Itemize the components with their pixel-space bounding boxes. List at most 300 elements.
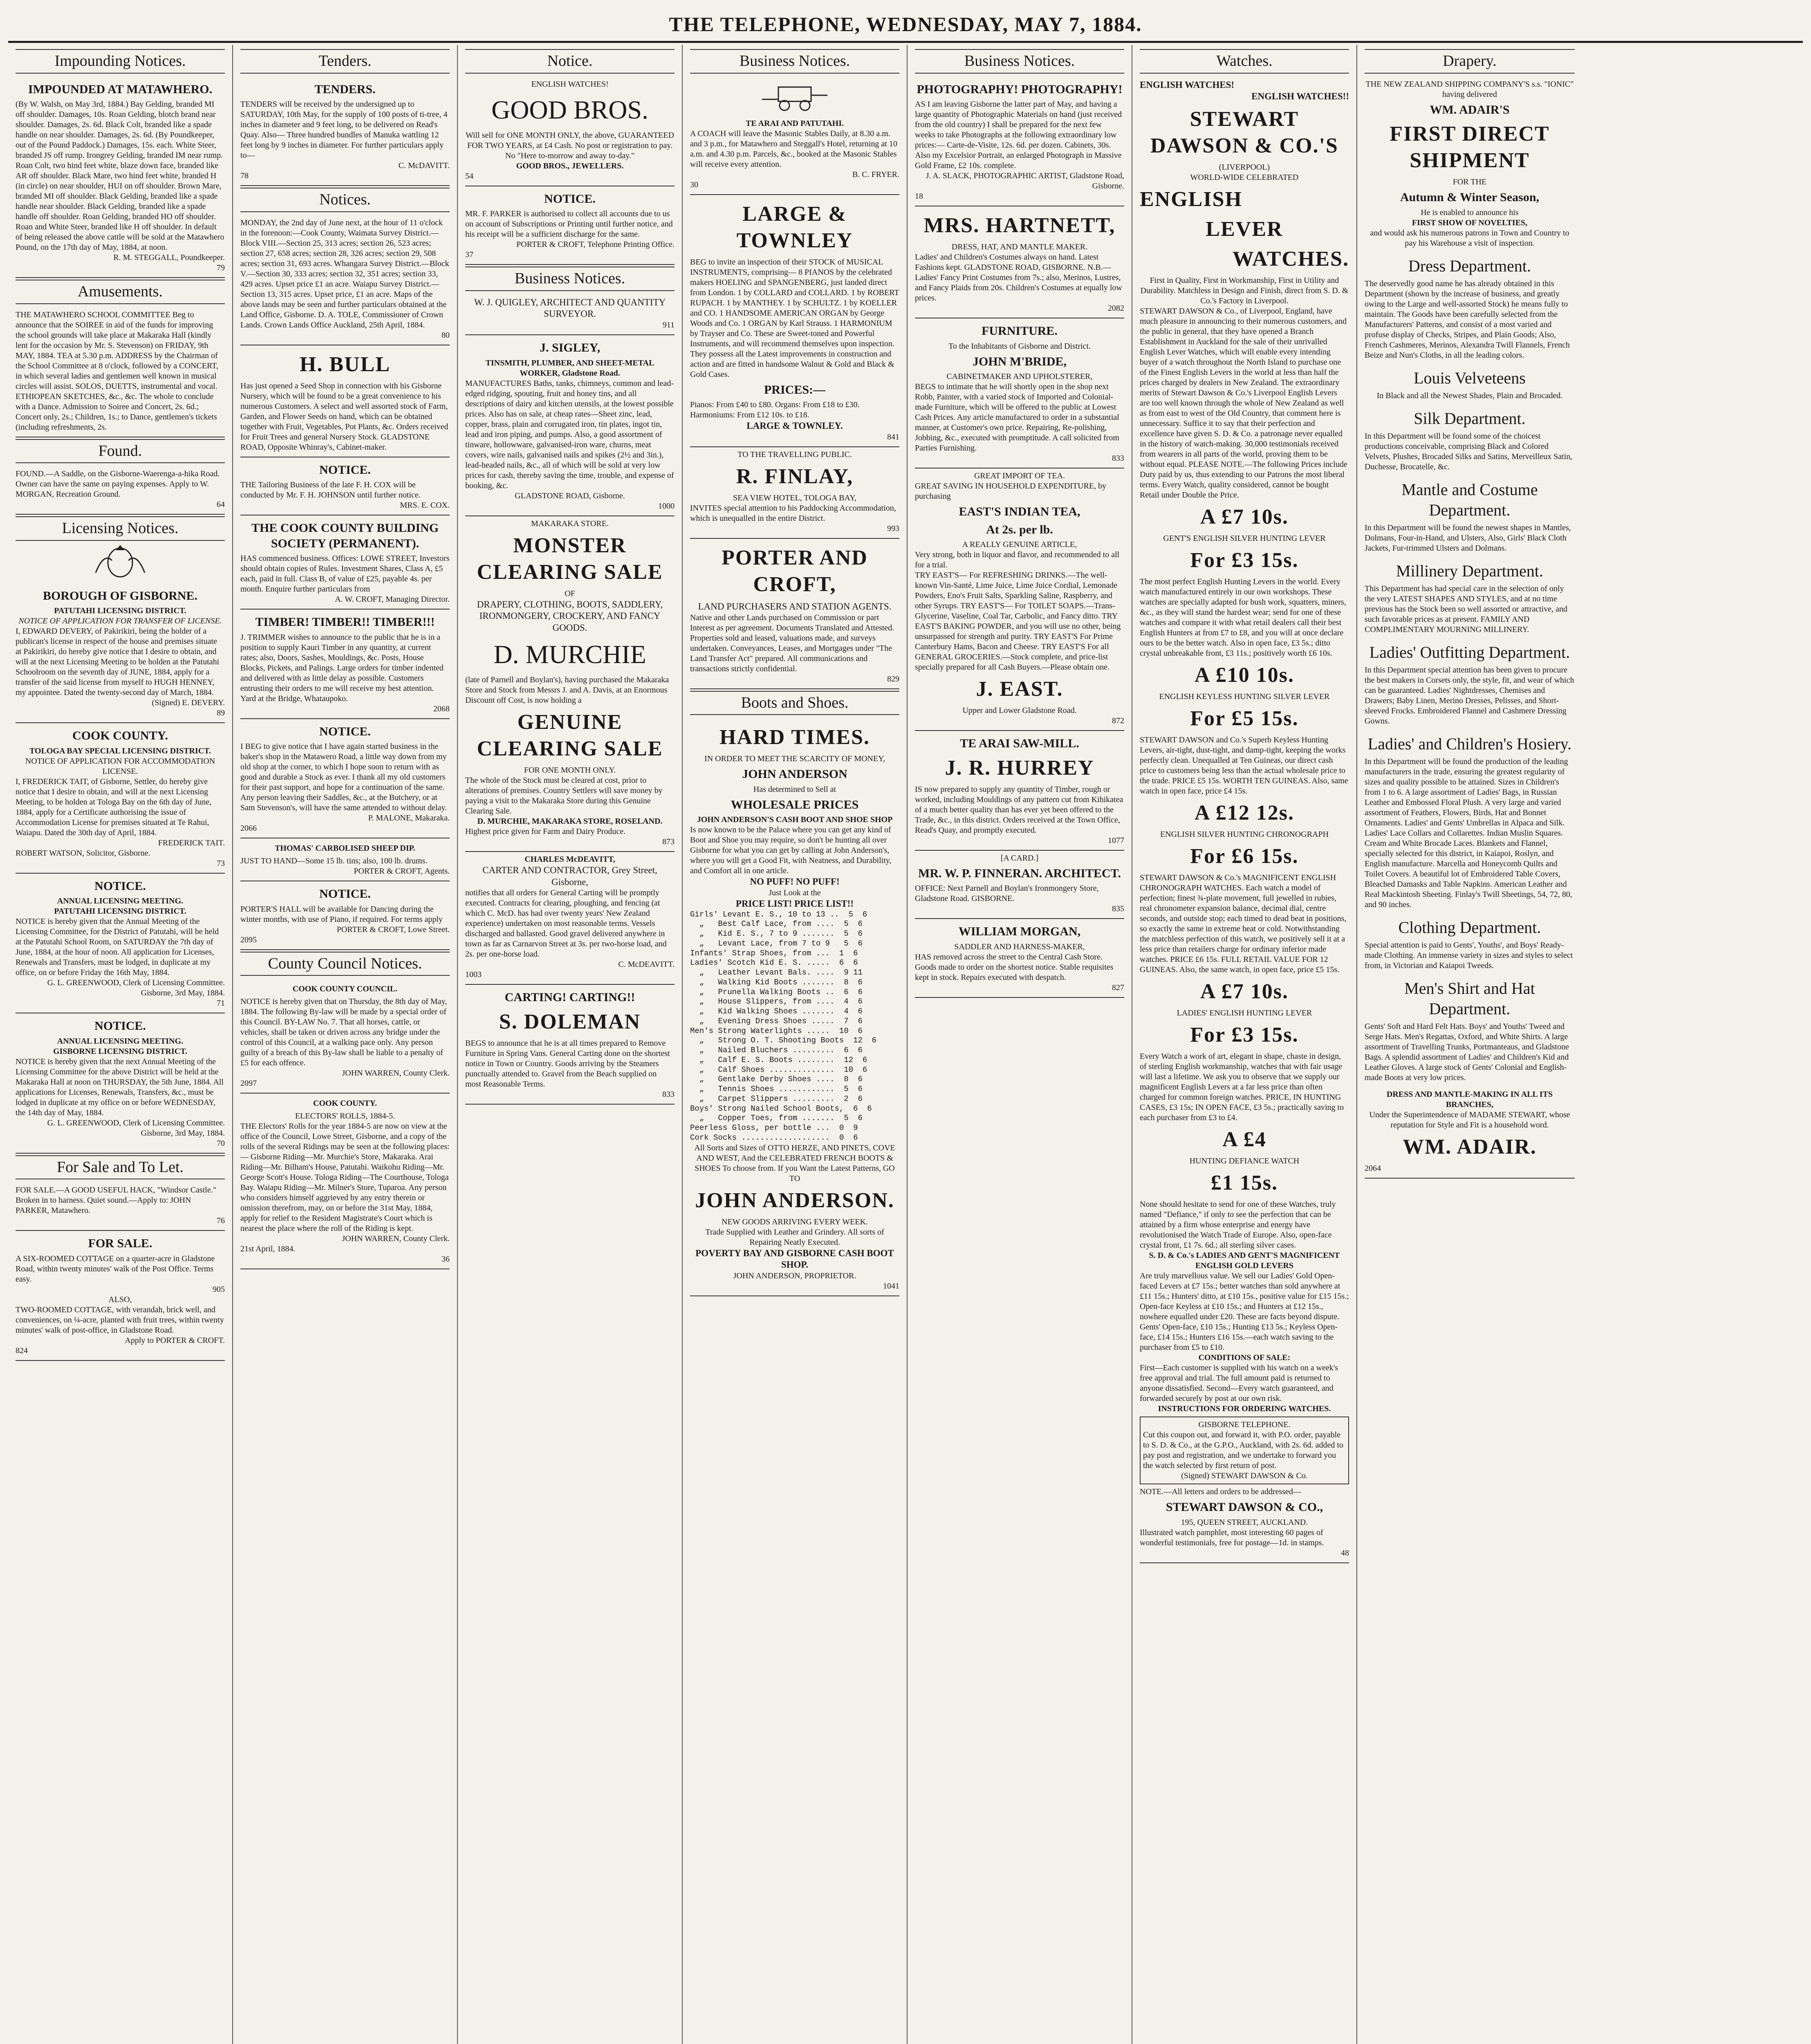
department-heading: Dress Department. — [1408, 256, 1531, 275]
ad-body: In Black and all the Newest Shades, Plain and Brocaded. — [1376, 391, 1563, 400]
ad-ref: 911 — [662, 320, 675, 329]
ad-heading: J. EAST. — [976, 677, 1063, 701]
sheep-dip — [240, 838, 450, 881]
ad-body: BEGS to announce that he is at all times prepared to Remove Furniture in Spring Vans. General Carting done on the shortest notice in Town or Country. Goods arriving by the Steamers punctually attended to. Gravel from the Beach supplied on most Reasonable Terms. — [465, 1038, 670, 1089]
bylaw-notice — [240, 979, 450, 1094]
ad-heading: NOTICE. — [319, 887, 371, 901]
column-3 — [458, 45, 683, 2044]
ad-signature: PORTER & CROFT, Agents. — [354, 867, 450, 876]
ad-body: STEWART DAWSON & Co., of Liverpool, England, have much pleasure in announcing to their numerous customers, and the public in general, that they have opened a Branch Establishment in Auckland for the sale of their unrivalled English Lever Watches, which will enable every intending buyer of a watch throughout the North Island to purchase one of the Finest English Levers in the world at less than half the prices charged by dealers in New Zealand. The extraordinary merits of Stewart Dawson & Co.'s Liverpool English Levers are too well known through the whole of New Zealand as well as from east to west of the Old Country, that comment here is unnecessary. Suffice it to say that their perfection and excellence have given S. D. & Co. a patronage never equalled in the history of watch-making. 30,000 testimonials received from wearers in all parts of the world, proving them to be without equal. PLEASE NOTE.—The following Prices include Duty paid by us, thus extending to our Patrons the most liberal terms. Every Watch, quality considered, cannot be bought Retail under Double the Price. — [1140, 307, 1347, 500]
ad-heading: GENUINE CLEARING SALE — [477, 710, 663, 760]
ad-body: notifies that all orders for General Carting will be promptly executed. Contracts for clearing, ploughing, and fencing (at which C. McD. has had over twenty years' New Zealand experience) undertaken on most reasonable terms. Vessels discharged and ballasted. Good gravel delivered anywhere in town as far as Carnarvon Street at 3s. per two-horse load, and 2s. per one-horse load. — [465, 888, 667, 959]
amusements-notice — [16, 307, 225, 437]
ad-signature: JOHN WARREN, County Clerk. — [342, 1069, 450, 1078]
column-2 — [233, 45, 458, 2044]
hurrey-sawmill — [915, 731, 1124, 851]
ad-body: The most perfect English Hunting Levers in the world. Every watch manufactured entirely in our own workshops. These watches are specially adapted for bush work, squatters, miners, &c., as they will stand the hardest wear; send for one of these watches and compare it with what retail dealers call their best English Hunters at from £7 to £8, and you will at once declare ours to be the better watch. Also in open face, £3 5s.; ditto crystal unbreakable front, £3 11s.; positively worth £6 10s. — [1140, 577, 1346, 658]
ad-heading: D. MURCHIE — [493, 639, 646, 669]
ad-body: TRY EAST'S— For REFRESHING DRINKS.—The well-known Vin-Santé, Lime Juice, Lime Juice Cordial, Lemonade Powders, Eno's Fruit Salts, Sparkling Saline, Raspberry, and other Syrups. TRY EAST'S— For TOILET SOAPS.—Trans-Glycerine, Vaseline, Coal Tar, Carbolic, and Fancy ditto. TRY EAST'S BAKING POWDER, and you will use no other, being unsurpassed for strength and purity. TRY EAST'S For Prime Canterbury Hams, Bacon and Cheese. TRY EAST'S For all GENERAL GROCERIES.—Stock complete, and price-list specially prepared for all Cash Buyers.—Please obtain one. — [915, 571, 1121, 672]
ad-signature: D. MURCHIE, MAKARAKA STORE, ROSELAND. — [477, 816, 663, 826]
ad-heading: MRS. HARTNETT, — [923, 214, 1116, 237]
ad-heading: FOR SALE. — [88, 1237, 152, 1250]
ad-subheading: LAND PURCHASERS AND STATION AGENTS. — [698, 601, 892, 612]
ad-ref: 993 — [887, 524, 899, 533]
ad-subheading: JOHN ANDERSON'S CASH BOOT AND SHOE SHOP — [697, 815, 893, 824]
quigley-architect — [465, 294, 675, 336]
found-notice — [16, 466, 225, 515]
ad-ref: 78 — [240, 171, 249, 180]
watch-price: For £3 15s. — [1190, 549, 1299, 572]
ad-ref: 89 — [217, 708, 225, 717]
ad-subheading: GISBORNE LICENSING DISTRICT. — [53, 1047, 188, 1056]
section-heading: Business Notices. — [465, 267, 675, 291]
ad-ref: 30 — [690, 180, 698, 189]
ad-ref: 2064 — [1365, 1163, 1381, 1173]
ad-body: In this Department will be found some of the choicest productions conceivable, comprising Black and Colored Velvets, Plushes, Brocaded Silks and Satins, Merveilleux Satin, Duchesse, Brocatelle, &c. — [1365, 431, 1573, 471]
ad-heading: JOHN ANDERSON — [742, 767, 847, 781]
ad-ref: 37 — [465, 250, 473, 259]
section-heading: Drapery. — [1365, 49, 1575, 74]
ad-subheading: WORLD-WIDE CELEBRATED — [1190, 173, 1299, 182]
ad-heading: COOK COUNTY. — [313, 1099, 377, 1108]
ad-signature: PORTER & CROFT, Telephone Printing Office. — [516, 240, 675, 249]
ad-body: All Sorts and Sizes of OTTO HERZE, AND PINETS, COVE AND WEST, And the CELEBRATED FRENCH BOOTS & SHOES To choose from. If you Want the Latest Patterns, GO TO — [694, 1143, 895, 1183]
ad-body: I, EDWARD DEVERY, of Pakirikiri, being the holder of a publican's license in respect of the house and premises situate at Pakirikiri, do hereby give notice that I desire to obtain, and will at the next Licensing Meeting to be holden at the Patutahi Schoolroom on the seventh day of JUNE, 1884, apply for a transfer of the said license from myself to HUGH HENNEY, my appointee. Dated the twenty-second day of March, 1884. — [16, 627, 220, 697]
ad-body: FOUND.—A Saddle, on the Gisborne-Waerenga-a-hika Road. Owner can have the same on paying expenses. Apply to W. MORGAN, Recreation Ground. — [16, 469, 220, 499]
coach-icon — [758, 77, 832, 114]
ad-heading: LEVER — [1206, 217, 1283, 241]
ad-signature: C. McDEAVITT. — [618, 960, 675, 969]
watch-price: A £7 10s. — [1200, 980, 1289, 1003]
watch-desc: ENGLISH SILVER HUNTING CHRONOGRAPH — [1160, 830, 1329, 839]
porter-croft-agents — [690, 539, 899, 689]
ad-body: Very strong, both in liquor and flavor, and recommended to all for a trial. — [915, 550, 1120, 569]
land-sale-notice — [240, 215, 450, 345]
ad-subheading: CONDITIONS OF SALE: — [1198, 1353, 1291, 1362]
ad-body: Illustrated watch pamphlet, most interesting 60 pages of wonderful testimonials, free for postage—1d. in stamps. — [1140, 1528, 1324, 1547]
ad-body: Is now known to be the Palace where you can get any kind of Boot and Shoe you may require, so don't be hunting all over Gisborne for what you can get by calling at John Anderson's, where you will get a Good Fit, with Neatness, and Durability, and Comfort all in one article. — [690, 825, 892, 875]
ad-body: Has just opened a Seed Shop in connection with his Gisborne Nursery, which will be found to be a great convenience to his numerous Customers. A select and well assorted stock of Farm, Garden, and Flower Seeds on hand, which can be obtained together with Fruit, Vegetables, Pot Plants, &c. Orders received for Fruit Trees and general Nursery Stock. GLADSTONE ROAD, Opposite Whinray's, Cabinet-maker. — [240, 381, 448, 452]
ad-signature: G. L. GREENWOOD, Clerk of Licensing Committee. Gisborne, 3rd May, 1884. — [47, 978, 225, 997]
ad-subheading: He is enabled to announce his — [1421, 208, 1519, 217]
ad-body: FOR SALE.—A GOOD USEFUL HACK, "Windsor Castle." Broken in to harness. Quiet sound.—Apply to: JOHN PARKER, Matawhero. — [16, 1186, 216, 1215]
ad-ref: 835 — [1112, 904, 1124, 913]
adair-drapery — [1365, 77, 1575, 1179]
ad-heading: PHOTOGRAPHY! PHOTOGRAPHY! — [917, 82, 1123, 96]
ad-heading: WM. ADAIR'S — [1430, 103, 1510, 117]
ad-subheading: (LIVERPOOL) — [1219, 163, 1270, 172]
ad-body: and would ask his numerous patrons in Town and Country to pay his Warehouse a visit of inspection. — [1370, 228, 1569, 248]
ad-body: HAS removed across the street to the Central Cash Store. Goods made to order on the shortest notice. Stable requisites kept in stock. Repairs executed with despatch. — [915, 952, 1114, 982]
ad-heading: WILLIAM MORGAN, — [958, 925, 1081, 938]
ad-body: TWO-ROOMED COTTAGE, with verandah, brick well, and conveniences, on ¼-acre, planted with fruit trees, within twenty minutes' walk of post-office, in Gladstone Road. — [16, 1305, 224, 1335]
ad-body: In this Department will be found the newest shapes in Mantles, Dolmans, Four-in-Hand, and Ulsters, Also, Girls' Black Cloth Jackets, Fur-trimmed Ulsters and Dolmans. — [1365, 523, 1571, 553]
ad-body: STEWART DAWSON and Co.'s Superb Keyless Hunting Levers, air-tight, dust-tight, and damp-tight, keeping the works perfectly clean. Unequalled at Ten Guineas, our direct cash price to customers being less than the actual wholesale price to the trade. PRICE £5 15s. WORTH TEN GUINEAS. Also, same watch in open face, price £4 15s. — [1140, 735, 1348, 796]
ad-heading: NOTICE. — [94, 879, 146, 893]
ad-subheading: FIRST SHOW OF NOVELTIES, — [1412, 218, 1528, 227]
ad-body: MONDAY, the 2nd day of June next, at the hour of 11 o'clock in the forenoon:—Cook County, Waimata Survey District.—Block VIII.—Section 25, 313 acres; section 26, 523 acres; section 27, 658 acres; section 28, 326 acres; section 29, 508 acres; section 31, 693 acres. Whangara Survey District.—Block V.—Section 30, 333 acres; section 32, 351 acres; section 33, 429 acres. Upset price £1 an acre. Waiapu Survey District.—Section 13, 315 acres. Upset price, £1 an acre. Maps of the above lands may be seen and further particulars obtained at the Land Office, Gisborne. D. A. TOLE, Commissioner of Crown Lands. Crown Lands Office Auckland, 25th April, 1884. — [240, 218, 449, 329]
ad-body: Special attention is paid to Gents', Youths', and Boys' Ready-made Clothing. An immense variety in sizes and styles to select from, in Victorian and Kaiapoi Tweeds. — [1365, 940, 1573, 970]
ad-ref: 1000 — [658, 501, 675, 511]
ad-subheading: NEW GOODS ARRIVING EVERY WEEK. — [722, 1217, 868, 1226]
ad-ref: 841 — [887, 432, 899, 442]
ad-signature: R. M. STEGGALL, Poundkeeper. — [113, 253, 225, 262]
coupon-heading: GISBORNE TELEPHONE. — [1198, 1420, 1291, 1429]
ad-body: PORTER'S HALL will be available for Dancing during the winter months, with use of Piano, if required. For terms apply — [240, 904, 443, 924]
ad-signature: GLADSTONE ROAD, Gisborne. — [515, 491, 625, 500]
ad-body: Ladies' and Children's Costumes always on hand. Latest Fashions kept. GLADSTONE ROAD, GISBORNE. N.B.—Ladies' Fancy Print Costumes from 7s.; also, Merinos, Lustres, and Fancy Plaids from 20s. Children's Costumes at equally low prices. — [915, 253, 1122, 303]
ad-heading: Autumn & Winter Season, — [1400, 191, 1540, 204]
ad-heading: NOTICE. — [319, 463, 371, 477]
ad-ref: 824 — [16, 1346, 28, 1355]
ad-ref: 2066 — [240, 824, 257, 833]
ad-body: A SIX-ROOMED COTTAGE on a quarter-acre in Gladstone Road, within twenty minutes' walk of the Post Office. Terms easy. — [16, 1254, 215, 1284]
section-heading: Notices. — [240, 188, 450, 212]
ad-heading: CARTING! CARTING!! — [504, 991, 635, 1004]
ad-heading: HARD TIMES. — [719, 726, 870, 749]
coat-of-arms-icon — [83, 544, 157, 581]
ad-heading: CHARLES McDEAVITT, — [524, 854, 615, 864]
column-5 — [908, 45, 1132, 2044]
ad-heading: TIMBER! TIMBER!! TIMBER!!! — [255, 615, 435, 629]
ad-body: I BEG to give notice that I have again started business in the baker's shop in the Matawero Road, a little way down from my old shop at the corner, to which I hope soon to return with as good and durable a Stock as ever. I thank all my old customers for their past support, and hope for a continuation of the same. Any person leaving their Saddles, &c., at the Butchery, or at Sam Stevenson's, will have the same attended to without delay. — [240, 742, 447, 812]
ad-signature: J. A. SLACK, PHOTOGRAPHIC ARTIST, Gladstone Road, Gisborne. — [926, 171, 1124, 191]
watch-price: A £4 — [1222, 1128, 1266, 1151]
ad-prices: Pianos: From £40 to £80. Organs: From £18 to £30. Harmoniums: From £12 10s. to £18. — [690, 400, 860, 419]
ad-subheading: ELECTORS' ROLLS, 1884-5. — [295, 1112, 395, 1121]
newspaper-columns — [8, 45, 1803, 2044]
ad-subheading: POVERTY BAY AND GISBORNE CASH BOOT SHOP. — [695, 1248, 894, 1270]
ad-subheading: Has determined to Sell at — [753, 784, 836, 794]
ad-subheading: SADDLER AND HARNESS-MAKER, — [954, 942, 1085, 951]
section-heading: Watches. — [1140, 49, 1349, 74]
watch-price: A £12 12s. — [1195, 801, 1294, 825]
column-1 — [8, 45, 233, 2044]
column-4 — [683, 45, 908, 2044]
ad-subheading: PATUTAHI LICENSING DISTRICT. — [54, 907, 186, 916]
ad-subheading: ALSO, — [108, 1295, 132, 1304]
ad-ref: 71 — [217, 999, 225, 1008]
ad-subheading: OF — [565, 589, 575, 598]
ad-body: AS I am leaving Gisborne the latter part of May, and having a large quantity of Photographic Materials on hand (just received from the old country) I shall be prepared for the next few weeks to take Photographs at the following extraordinary low prices:— Carte-de-Visite, 12s. 6d. per dozen. Cabinets, 30s. Also my Excelsior Portrait, an enlarged Photograph in Massive Gold Frame, £2 10s. complete. — [915, 100, 1122, 170]
ad-body: MANUFACTURES Baths, tanks, chimneys, common and lead-edged ridging, spouting, fruit and honey tins, and all descriptions of dairy and kitchen utensils, at the lowest possible prices. Also has on sale, at cheap rates—Sheet zinc, lead, copper, brass, plain and corrugated iron, tin plates, ingot tin, lead and iron piping, and pumps. Also, a good assortment of tinware, hollowware, galvanised-iron ware, churns, meat covers, wire nails, galvanised nails and spikes (2½ and 3in.), lead-headed nails, &c., all of which will be sold at very low prices for cash, thereby saving the time, trouble, and expense of booking, &c. — [465, 379, 674, 490]
column-7 — [1357, 45, 1582, 2044]
ad-ref: 80 — [442, 330, 450, 340]
ad-heading: GOOD BROS. — [491, 95, 649, 124]
watch-desc: HUNTING DEFIANCE WATCH — [1189, 1156, 1300, 1165]
impounding-notice — [16, 77, 225, 278]
ad-body: Every Watch a work of art, elegant in shape, chaste in design, of sterling English workmanship, watches that with fair usage will last a lifetime. We ask you to observe that we supply our magnificent English Levers at a far less price than often charged for common foreign watches. PRICE, IN HUNTING CASES, £3 15s; IN OPEN FACE, £3 5s.; practically saving to each purchaser from £3 to £4. — [1140, 1052, 1344, 1122]
ad-body: NOTE.—All letters and orders to be addressed— — [1140, 1487, 1301, 1496]
ad-ref: 1041 — [883, 1282, 899, 1291]
watch-desc: GENT'S ENGLISH SILVER HUNTING LEVER — [1163, 534, 1326, 543]
ad-body: MR. F. PARKER is authorised to collect all accounts due to us on account of Subscriptions or Printing until further notice, and his receipt will be a sufficient discharge for the same. — [465, 209, 673, 239]
ad-subheading: ANNUAL LICENSING MEETING. — [57, 896, 184, 905]
ad-heading: IMPOUNDED AT MATAWHERO. — [28, 82, 213, 96]
ad-heading: JOHN M'BRIDE, — [972, 354, 1067, 368]
ad-subheading: CARTER AND CONTRACTOR, Grey Street, Gisborne, — [482, 865, 657, 887]
watch-price: For £3 15s. — [1190, 1023, 1299, 1047]
masthead: THE TELEPHONE, WEDNESDAY, MAY 7, 1884. — [8, 12, 1803, 43]
ad-body: In this Department special attention has been given to procure the best makers in Corsets only, the style, fit, and wear of which can be guaranteed. Ladies' Nightdresses, Chemises and Drawers; Baby Linen, Merino Dresses, Pelisses, and Short-sleeved Frocks. Embroidered Flannel and Cashmere Dressing Gowns. — [1365, 665, 1574, 726]
ad-subheading: PRICE LIST! PRICE LIST!! — [735, 898, 854, 909]
ad-heading: COOK COUNTY. — [72, 729, 168, 742]
ad-heading: TE ARAI SAW-MILL. — [960, 737, 1079, 750]
ad-heading: MR. W. P. FINNERAN. ARCHITECT. — [918, 866, 1121, 880]
ad-subheading: TOLOGA BAY SPECIAL LICENSING DISTRICT. — [29, 746, 211, 755]
anderson-boots — [690, 718, 899, 1296]
ad-signature: LARGE & TOWNLEY. — [746, 421, 843, 431]
section-heading: Found. — [16, 439, 225, 464]
ad-ref: 829 — [887, 674, 899, 684]
ad-heading: PORTER AND CROFT, — [722, 546, 868, 596]
ad-body: Trade Supplied with Leather and Grindery. All sorts of Repairing Neatly Executed. — [705, 1227, 884, 1247]
ad-heading: W. J. QUIGLEY, ARCHITECT AND QUANTITY SURVEYOR. — [474, 297, 666, 319]
ad-subheading: THE NEW ZEALAND SHIPPING COMPANY'S s.s. "IONIC" having delivered — [1365, 79, 1574, 99]
building-society — [240, 515, 450, 610]
ad-subheading: NOTICE OF APPLICATION FOR TRANSFER OF LICENSE. — [18, 616, 222, 625]
ad-heading: COOK COUNTY COUNCIL. — [292, 984, 398, 993]
ad-body: GREAT SAVING IN HOUSEHOLD EXPENDITURE, by purchasing — [915, 482, 1107, 501]
section-heading: Amusements. — [16, 280, 225, 304]
mcdeavitt-carter — [465, 852, 675, 985]
ad-signature: P. MALONE, Makaraka. — [368, 814, 450, 823]
ad-ref: 1077 — [1108, 836, 1124, 845]
ad-body: Are truly marvellous value. We sell our Ladies' Gold Open-faced Levers at £7 15s.; better watches than sold anywhere at £11 15s.; Hunters' ditto, at £10 15s., positive value for £15 15s.; Open-face Keyless at £10 15s.; and Hunters at £12 15s., nowhere equalled under £20. These are facts beyond dispute. Gents' Open-face, £10 15s.; Hunting £13 5s.; Keyless Open-face, £14 15s.; Hunters £16 15s.—each watch saving to the purchaser from £5 to £10. — [1140, 1271, 1349, 1352]
ad-subheading: DRESS, HAT, AND MANTLE MAKER. — [951, 242, 1088, 251]
ad-heading: NOTICE. — [94, 1019, 146, 1033]
coupon-body: Cut this coupon out, and forward it, with P.O. order, payable to S. D. & Co., at the G.P.O., Auckland, with 2s. 6d. added to pay post and registration, and we undertake to forward you the watch selected by first return of post. — [1143, 1430, 1343, 1470]
ad-body: NOTICE is hereby given that the Annual Meeting of the Licensing Committee, for the District of Patutahi, will be held at the Patutahi School Room, on SATURDAY the 7th day of June, 1884, at the hour of noon. All application for Licenses, Renewals and Transfers, must be lodged, in duplicate at my office, on or before Friday the 16th May, 1884. — [16, 917, 219, 977]
finlay-hotel — [690, 447, 899, 539]
ad-heading: NOTICE. — [544, 192, 596, 206]
coupon-signature: (Signed) STEWART DAWSON & Co. — [1181, 1471, 1308, 1480]
ad-signature: FREDERICK TAIT. — [158, 838, 225, 847]
department-heading: Ladies' and Children's Hosiery. — [1367, 734, 1572, 753]
cox-tailoring-notice — [240, 457, 450, 516]
ad-ref: 2097 — [240, 1079, 257, 1088]
ad-subheading: TO THE TRAVELLING PUBLIC. — [737, 450, 852, 459]
ad-heading: ENGLISH WATCHES!! — [1251, 91, 1349, 102]
timber-notice — [240, 610, 450, 719]
good-bros-watches — [465, 77, 675, 186]
ad-heading: MONSTER CLEARING SALE — [477, 533, 663, 584]
ad-subheading: ANNUAL LICENSING MEETING. — [57, 1036, 184, 1046]
ad-heading: WATCHES. — [1232, 247, 1349, 271]
ad-heading: NOTICE. — [319, 724, 371, 738]
ad-subheading: NO PUFF! NO PUFF! — [750, 876, 840, 887]
ad-ref: 18 — [915, 192, 923, 201]
ad-body: THE Electors' Rolls for the year 1884-5 are now on view at the office of the Council, Lowe Street, Gisborne, and a copy of the rolls of the several Ridings may be seen at the following places:— Gisborne Riding—Mr. Murchie's Store, Makaraka. Arai Riding—Mr. Bilham's House, Patutahi. Waikohu Riding—Mr. George Scott's House. Tologa Riding—The Courthouse, Tologa Bay. Waiapu Riding—Mr. Milner's Store, Tuparoa. Any person who considers himself aggrieved by any entry therein or omission therefrom, may, on or before the 31st May, 1884, apply for relief to the Resident Magistrate's Court which is nearest the place where the roll of the Riding is kept. — [240, 1122, 450, 1233]
cottage-sale — [16, 1231, 225, 1361]
ad-heading: ENGLISH — [1140, 188, 1242, 211]
watch-price: £1 15s. — [1210, 1171, 1278, 1195]
ad-signature: A. W. CROFT, Managing Director. — [335, 595, 450, 604]
ad-ref: 2068 — [433, 704, 450, 713]
ad-ref: 873 — [662, 837, 675, 846]
slack-photography — [915, 77, 1124, 207]
ad-heading: TE ARAI AND PATUTAHI. — [745, 119, 844, 128]
ad-body: (By W. Walsh, on May 3rd, 1884.) Bay Gelding, branded MI off shoulder. Damages, 10s. Roan Gelding, blotch brand near shoulder. Damages, 2s. 6d. Black Colt, branded like a spade handle on near shoulder. Damages, 2s. 6d. (By Poundkeeper, out of the Pound Paddock.) Damages, 15s. each. White Steer, branded JS off rump. Irongrey Gelding, branded IM near rump. Roan Colt, two hind feet white, blaze down face, branded like AR off shoulder. Black Mare, two hind feet white, branded H (in circle) on near shoulder, HUI on off shoulder. Brown Mare, branded MI off shoulder. Black Gelding, branded like a spade handle near shoulder. Black Gelding, branded like a spade handle off shoulder. Roan Gelding, branded HO off shoulder. Roan and White Steer, branded like H off shoulder. In default of being released the above cattle will be sold at the Matawhero Pound, on the 17th day of May, 1884, at noon. — [16, 100, 224, 252]
ad-heading: STEWART DAWSON & CO., — [1165, 1500, 1323, 1514]
te-arai-coach — [690, 116, 899, 195]
ad-ref: 54 — [465, 171, 473, 181]
ad-body: Gents' Soft and Hard Felt Hats. Boys' and Youths' Tweed and Serge Hats. Men's Regattas, Oxford, and White Shirts. A large assortment of Travelling Trunks, Portmanteaus, and Gladstone Bags. A splendid assortment of Ladies' and Children's Kid and Leather Gloves. A large stock of Gents' Colonial and English-made Boots at very low prices. — [1365, 1022, 1569, 1082]
bull-seed-shop — [240, 345, 450, 457]
hartnett-dressmaker — [915, 206, 1124, 318]
ad-subheading: IN ORDER TO MEET THE SCARCITY OF MONEY, — [704, 754, 885, 763]
ad-ref: 79 — [217, 263, 225, 272]
electors-rolls — [240, 1094, 450, 1269]
ad-body: IS now prepared to supply any quantity of Timber, rough or worked, including Mouldings of any pattern cut from Kihikatea of a much better quality than has ever yet been offered to the Trade, &c., in this district. Orders received at the Town Office, Read's Quay, and promptly executed. — [915, 784, 1123, 835]
ad-goods: DRAPERY, CLOTHING, BOOTS, SADDLERY, IRONMONGERY, CROCKERY, AND FANCY GOODS. — [477, 599, 663, 633]
sigley-tinsmith — [465, 335, 675, 516]
ad-heading: FURNITURE. — [982, 324, 1058, 338]
east-tea — [915, 468, 1124, 731]
ad-subheading: SEA VIEW HOTEL, TOLOGA BAY, — [733, 493, 856, 502]
ad-subheading: MAKARAKA STORE. — [531, 519, 609, 528]
department-heading: Men's Shirt and Hat Department. — [1404, 979, 1535, 1018]
ad-body: NOTICE is hereby given that the next Annual Meeting of the Licensing Committee for the above District will be held at the Makaraka Hall at noon on THURSDAY, the 5th June, 1884. All applications for Licenses, Renewals, Transfers, &c., must be lodged in duplicate at my office on or before WEDNESDAY, the 14th day of May, 1884. — [16, 1057, 224, 1117]
section-heading: Licensing Notices. — [16, 516, 225, 541]
ad-body: None should hesitate to send for one of these Watches, truly named "Defiance," if only to see the perfection that can be attained by a firm whose enterprise and energy have revolutionised the Watch Trade of Europe. Also, open-face crystal front, £1 7s. 6d.; all sterling silver cases. — [1140, 1200, 1336, 1250]
ad-ref: 833 — [1112, 454, 1124, 463]
porters-hall — [240, 881, 450, 950]
department-heading: Millinery Department. — [1396, 561, 1543, 580]
ad-signature: Upper and Lower Gladstone Road. — [962, 706, 1077, 715]
ad-ref: 76 — [217, 1216, 225, 1225]
ad-body: (late of Parnell and Boylan's), having purchased the Makaraka Store and Stock from Messrs J. and A. Davis, at an Enormous Discount off Cost, is now holding a — [465, 675, 669, 705]
ad-body: First—Each customer is supplied with his watch on a week's free approval and trial. The full amount paid is returned to anyone dissatisfied. Second—Every watch guaranteed, and forwarded securely by post at our own risk. — [1140, 1363, 1338, 1403]
ad-subheading: PATUTAHI LICENSING DISTRICT. — [54, 606, 186, 615]
ad-subheading: FOR ONE MONTH ONLY. — [524, 765, 616, 775]
ad-body: NOTICE is hereby given that on Thursday, the 8th day of May, 1884. The following By-law will be made by a special order of this Council. BY-LAW No. 7. That all horses, cattle, or vehicles, shall be taken or driven across any bridge under the control of this Council, at a walking pace only. Any person guilty of a breach of this By-law shall be liable to a penalty of £5 for each offence. — [240, 997, 447, 1067]
ad-ref: 70 — [217, 1139, 225, 1148]
ad-heading: At 2s. per lb. — [986, 522, 1053, 536]
ad-body: BEG to invite an inspection of their STOCK of MUSICAL INSTRUMENTS, comprising— 8 PIANOS by the celebrated makers HOELING and SPANGENBERG, just landed direct from London. 1 by COLLARD and COLLARD. 1 by ROBERT RUPACH. 1 by MANTHEY. 1 by SCHULTZ. 1 by KOELLER and CO. 1 HANDSOME AMERICAN ORGAN by George Woods and Co. 1 ORGAN by Karl Strauss. 1 HARMONIUM by Trayser and Co. These are Sweet-toned and Powerful Instruments, and will recommend themselves upon inspection. They possess all the Latest improvements in construction and action and are fitted in handsome Walnut & Gold and Black & Gold Cases. — [690, 257, 899, 379]
section-heading: Tenders. — [240, 49, 450, 74]
ad-body: THE Tailoring Business of the late F. H. COX will be conducted by Mr. F. H. JOHNSON until further notice. — [240, 480, 421, 500]
ad-ref: 2095 — [240, 935, 257, 944]
stewart-dawson-watches — [1140, 77, 1349, 1563]
watch-price: A £7 10s. — [1200, 505, 1289, 529]
section-heading: County Council Notices. — [240, 952, 450, 976]
ad-body: This Department has had special care in the selection of only the very LATEST SHAPES AND STYLES, and at no time previous has the Stock been so well assorted or attractive, and such favorable prices as at present. FAMILY AND COMPLIMENTARY MOURNING MILLINERY. — [1365, 584, 1567, 634]
morgan-saddler — [915, 919, 1124, 998]
watch-desc: ENGLISH KEYLESS HUNTING SILVER LEVER — [1159, 692, 1330, 701]
ad-heading: H. BULL — [299, 352, 391, 376]
doleman-carting — [465, 985, 675, 1105]
ad-ref: 73 — [217, 858, 225, 868]
ad-body: The whole of the Stock must be cleared at cost, prior to alterations of premises. Country Settlers will save money by paying a visit to the Makaraka Store during this Genuine Clearing Sale. — [465, 775, 663, 816]
ad-date: 21st April, 1884. — [240, 1244, 296, 1253]
ad-body: TENDERS will be received by the undersigned up to SATURDAY, 10th May, for the supply of 100 posts of ti-tree, 4 inches in diameter and 9 feet long, to be delivered on Read's Quay. Also— Three hundred bundles of Manuka wattling 12 feet long by 9 inches in diameter. For further particulars apply to— — [240, 100, 448, 160]
ad-subheading: DRESS AND MANTLE-MAKING IN ALL ITS BRANCHES, — [1386, 1089, 1553, 1109]
ad-ref: 1003 — [465, 970, 482, 979]
ad-subheading: FOR THE — [1452, 177, 1487, 186]
mbride-furniture — [915, 318, 1124, 468]
ad-signature: WM. ADAIR. — [1403, 1135, 1537, 1159]
ad-subheading: Just Look at the — [769, 888, 821, 897]
ad-subheading: NOTICE OF APPLICATION FOR ACCOMMODATION LICENSE. — [25, 756, 215, 776]
ad-body: THE MATAWHERO SCHOOL COMMITTEE Beg to announce that the SOIREE in aid of the funds for improving the school grounds will take place at Makaraka Hall (kindly lent for the occasion by Mr. S. Stevenson) on FRIDAY, 9th MAY, 1884. TEA at 5.30 p.m. ADDRESS by the Chairman of the School Committee at 8 o'clock, followed by a CONCERT, in which several ladies and gentlemen well known in musical circles will assist. SOLOS, DUETTS, instrumental and vocal. ETHIOPEAN SKETCHES, &c., &c. The whole to conclude with a Dance. Admission to Soiree and Concert, 2s. 6d.; Concert only, 2s.; Children, 1s.; to Dance, gentlemen's tickets (including refreshments, 2s. — [16, 310, 218, 432]
ad-body: INVITES special attention to his Paddocking Accommodation, which is unequalled in the entire District. — [690, 503, 896, 523]
ad-heading: WHOLESALE PRICES — [731, 798, 859, 811]
parker-notice — [465, 186, 675, 265]
ad-heading: STEWART DAWSON & CO.'S — [1150, 108, 1338, 157]
ad-body: BEGS to intimate that he will shortly open in the shop next Robb, Painter, with a varied stock of Imported and Colonial-made Furniture, which will be offered to the public at Lowest Cash Prices. Any article manufactured to order in a substantial manner, at Customer's own price. Repairing, Re-polishing, Jobbing, &c., executed with promptitude. A call solicited from Parties Furnishing. — [915, 382, 1119, 453]
ad-ref: 827 — [1112, 983, 1124, 992]
ad-heading: S. DOLEMAN — [499, 1010, 641, 1033]
section-heading: Boots and Shoes. — [690, 691, 899, 715]
ad-heading: THOMAS' CARBOLISED SHEEP DIP. — [275, 844, 415, 853]
ad-body: I, FREDERICK TAIT, of Gisborne, Settler, do hereby give notice that I desire to obtain, and will at the next Licensing Meeting, to be holden at Tologa Bay on the 6th day of June, 1884, apply for a Certificate authorising the issue of Accommodation License for premises situated at Te Rahui, Waiapu. Dated the 30th day of April, 1884. — [16, 777, 212, 837]
ad-body: Native and other Lands purchased on Commission or part Interest as per agreement. Documents Translated and Attested. Properties sold and leased, valuations made, and surveys undertaken. Conveyances, Leases, and Mortgages under "The Land Transfer Act" prepared. All communications and transactions strictly confidential. — [690, 613, 894, 673]
finneran-architect — [915, 851, 1124, 919]
department-heading: Louis Velveteens — [1414, 368, 1526, 387]
ad-heading: EAST'S INDIAN TEA, — [959, 505, 1080, 518]
department-heading: Mantle and Costume Department. — [1401, 480, 1538, 519]
ad-body: First in Quality, First in Workmanship, First in Utility and Durability. Matchless in Design and Finish, direct from S. D. & Co.'s Factory in Liverpool. — [1140, 276, 1349, 305]
ad-solicitor: ROBERT WATSON, Solicitor, Gisborne. — [16, 848, 150, 858]
ad-subheading: To the Inhabitants of Gisborne and District. — [948, 341, 1091, 351]
ad-ref: 905 — [213, 1284, 225, 1294]
ad-signature: GOOD BROS., JEWELLERS. — [516, 161, 624, 170]
section-heading: For Sale and To Let. — [16, 1155, 225, 1180]
section-heading: Business Notices. — [915, 49, 1124, 74]
ad-signature: Apply to PORTER & CROFT. — [125, 1336, 225, 1345]
hack-sale — [16, 1183, 225, 1231]
ad-subheading: S. D. & Co.'s LADIES AND GENT'S MAGNIFICENT ENGLISH GOLD LEVERS — [1149, 1251, 1340, 1270]
tait-license-notice — [16, 723, 225, 874]
ad-heading: FIRST DIRECT SHIPMENT — [1390, 122, 1550, 172]
ad-subheading: PRICES:— — [764, 383, 825, 397]
ad-ref: 64 — [217, 500, 225, 509]
ad-heading: JOHN ANDERSON. — [695, 1188, 894, 1212]
ad-heading: BOROUGH OF GISBORNE. — [43, 589, 198, 603]
devery-license-notice — [16, 583, 225, 724]
ad-body: Under the Superintendence of MADAME STEWART, whose reputation for Style and Fit is a household word. — [1369, 1110, 1570, 1130]
department-heading: Ladies' Outfitting Department. — [1369, 643, 1570, 661]
ad-body: OFFICE: Next Parnell and Boylan's Ironmongery Store, Gladstone Road. GISBORNE. — [915, 884, 1099, 903]
section-heading: Business Notices. — [690, 49, 899, 74]
ad-ref: 833 — [662, 1089, 675, 1099]
ad-subheading: A REALLY GENUINE ARTICLE, — [962, 540, 1077, 549]
ad-ref: 872 — [1112, 716, 1124, 725]
ad-subheading: ENGLISH WATCHES! — [531, 79, 609, 89]
ad-subheading: CABINETMAKER AND UPHOLSTERER, — [946, 372, 1093, 381]
ad-signature: B. C. FRYER. — [852, 170, 899, 179]
ad-ref: 2082 — [1108, 304, 1124, 313]
department-heading: Silk Department. — [1414, 409, 1526, 428]
ad-heading: THE COOK COUNTY BUILDING SOCIETY (PERMANENT). — [251, 521, 439, 550]
ad-body: The deservedly good name he has already obtained in this Department (shown by the increase of business, and greatly owing to the Large and well-assorted Stock) he means fully to maintain. The Goods have been carefully selected from the Manufacturers' Patterns, and consist of a most varied and profuse display of Checks, Stripes, and Plain Goods; Also, French Cashmeres, Merinos, Alexandra Twill Flannels, French Beize and Nun's Cloths, in all the leading colors. — [1365, 279, 1570, 360]
ad-signature: C. McDAVITT. — [398, 161, 450, 170]
gisborne-meeting-notice — [16, 1013, 225, 1154]
watch-price: For £6 15s. — [1190, 845, 1299, 868]
tenders-notice — [240, 77, 450, 186]
watch-price: For £5 15s. — [1190, 707, 1299, 730]
ad-heading: TENDERS. — [314, 82, 376, 96]
ad-signature: G. L. GREENWOOD, Clerk of Licensing Committee. Gisborne, 3rd May, 1884. — [47, 1118, 225, 1138]
makaraka-clearing-sale — [465, 516, 675, 852]
ad-signature: MRS. E. COX. — [400, 501, 450, 510]
column-6 — [1132, 45, 1357, 2044]
ad-body: A COACH will leave the Masonic Stables Daily, at 8.30 a.m. and 3 p.m., for Matawhero and Steggall's Hotel, returning at 10 a.m. and 4.30 p.m. Parcels, &c., booked at the Masonic Stables will receive every attention. — [690, 129, 897, 169]
watch-price: A £10 10s. — [1195, 663, 1294, 687]
ad-body: Will sell for ONE MONTH ONLY, the above, GUARANTEED FOR TWO YEARS, at £4 Cash. No post or registration to pay. No "Here to-morrow and away to-day." — [465, 130, 675, 160]
ad-signature: JOHN WARREN, County Clerk. — [342, 1234, 450, 1243]
